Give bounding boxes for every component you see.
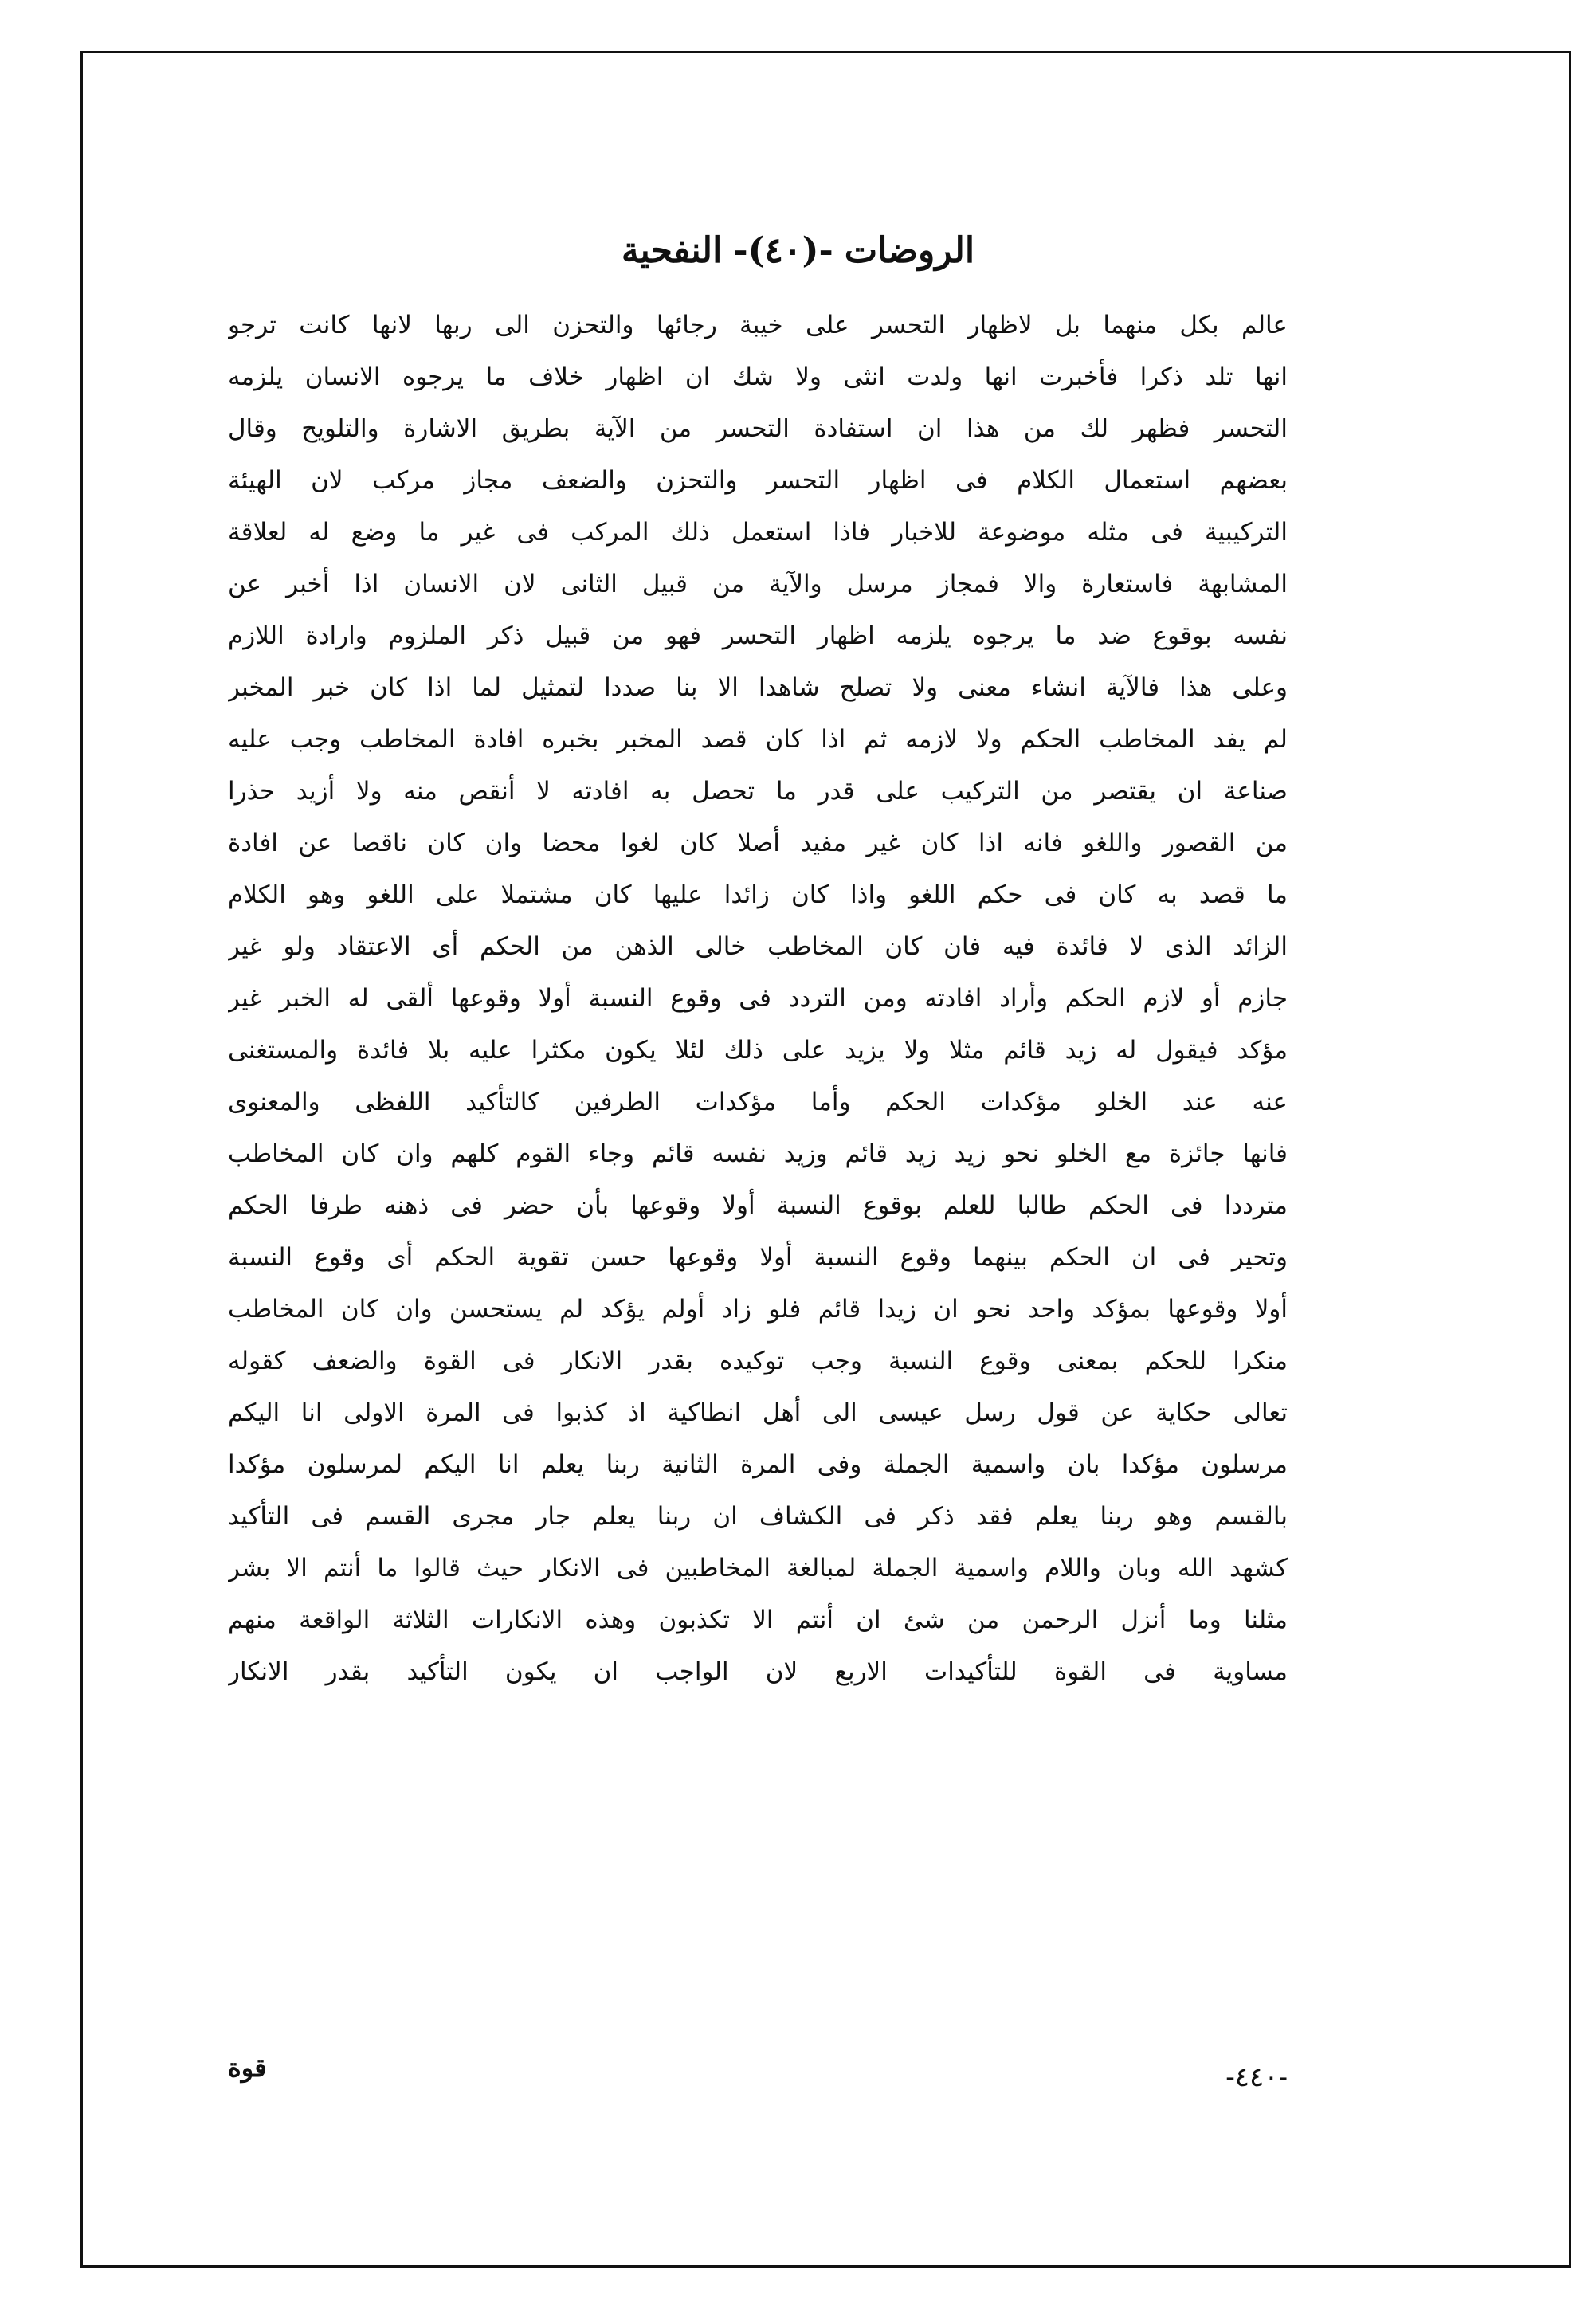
text-line: مترددا فى الحكم طالبا للعلم بوقوع النسبة أولا وقوعها بأن حضر فى ذهنه طرفا الحكم [228, 1191, 1288, 1220]
catchword: قوة [228, 2053, 267, 2083]
text-line: التحسر فظهر لك من هذا ان استفادة التحسر من الآية بطريق الاشارة والتلويح وقال [228, 414, 1288, 443]
text-line: صناعة ان يقتصر من التركيب على قدر ما تحصل به افادته لا أنقص منه ولا أزيد حذرا [228, 777, 1288, 806]
text-line: جازم أو لازم الحكم وأراد افادته ومن التردد فى وقوع النسبة أولا وقوعها ألقى له الخبر غير [228, 984, 1288, 1013]
text-line: مثلنا وما أنزل الرحمن من شئ ان أنتم الا تكذبون وهذه الانكارات الثلاثة الواقعة منهم [228, 1606, 1288, 1634]
header-title-left: النفحية [621, 230, 723, 271]
text-line: لم يفد المخاطب الحكم ولا لازمه ثم اذا كان قصد المخبر بخبره افادة المخاطب وجب عليه [228, 725, 1288, 754]
text-line: نفسه بوقوع ضد ما يرجوه يلزمه اظهار التحسر فهو من قبيل ذكر الملزوم وارادة اللازم [228, 622, 1288, 650]
text-line: من القصور واللغو فانه اذا كان غير مفيد أصلا كان لغوا محضا وان كان ناقصا عن افادة [228, 829, 1288, 857]
text-line: بالقسم وهو ربنا يعلم فقد ذكر فى الكشاف ان ربنا يعلم جار مجرى القسم فى التأكيد [228, 1502, 1288, 1531]
body-text-block [228, 300, 1288, 1698]
text-line: كشهد الله وبان واللام واسمية الجملة لمبالغة المخاطبين فى الانكار حيث قالوا ما أنتم الا بشر [228, 1554, 1288, 1582]
text-line: منكرا للحكم بمعنى وقوع النسبة وجب توكيده بقدر الانكار فى القوة والضعف كقوله [228, 1347, 1288, 1375]
text-line: الزائد الذى لا فائدة فيه فان كان المخاطب خالى الذهن من الحكم أى الاعتقاد ولو غير [228, 932, 1288, 961]
text-line: فانها جائزة مع الخلو نحو زيد زيد قائم وزيد نفسه قائم وجاء القوم كلهم وان كان المخاطب [228, 1139, 1288, 1168]
text-line: عالم بكل منهما بل لاظهار التحسر على خيبة رجائها والتحزن الى ربها لانها كانت ترجو [228, 311, 1288, 339]
text-line: مرسلون مؤكدا بان واسمية الجملة وفى المرة الثانية ربنا يعلم انا اليكم لمرسلون مؤكدا [228, 1450, 1288, 1479]
page-footer [228, 2044, 1288, 2092]
text-line: تعالى حكاية عن قول رسل عيسى الى أهل انطاكية اذ كذبوا فى المرة الاولى انا اليكم [228, 1398, 1288, 1427]
text-line: المشابهة فاستعارة والا فمجاز مرسل والآية من قبيل الثانى لان الانسان اذا أخبر عن [228, 570, 1288, 598]
page-number: -٤٤٠- [1225, 2061, 1288, 2093]
text-line: مساوية فى القوة للتأكيدات الاربع لان الواجب ان يكون التأكيد بقدر الانكار [228, 1657, 1288, 1686]
text-line: انها تلد ذكرا فأخبرت انها ولدت انثى ولا شك ان اظهار خلاف ما يرجوه الانسان يلزمه [228, 363, 1288, 391]
text-line: مؤكد فيقول له زيد قائم مثلا ولا يزيد على ذلك لئلا يكون مكثرا عليه بلا فائدة والمستغنى [228, 1036, 1288, 1065]
text-line: ما قصد به كان فى حكم اللغو واذا كان زائدا عليها كان مشتملا على اللغو وهو الكلام [228, 880, 1288, 909]
text-line: وعلى هذا فالآية انشاء معنى ولا تصلح شاهدا الا بنا صددا لتمثيل لما اذا كان خبر المخبر [228, 673, 1288, 702]
text-line: عنه عند الخلو مؤكدات الحكم وأما مؤكدات الطرفين كالتأكيد اللفظى والمعنوى [228, 1088, 1288, 1116]
header-page-marker: -(٤٠)- [733, 230, 833, 271]
text-line: أولا وقوعها بمؤكد واحد نحو ان زيدا قائم فلو زاد أولم يؤكد لم يستحسن وان كان المخاطب [228, 1295, 1288, 1324]
text-line: التركيبية فى مثله موضوعة للاخبار فاذا استعمل ذلك المركب فى غير ما وضع له لعلاقة [228, 518, 1288, 547]
text-line: بعضهم استعمال الكلام فى اظهار التحسر والتحزن والضعف مجاز مركب لان الهيئة [228, 466, 1288, 495]
text-line: وتحير فى ان الحكم بينهما وقوع النسبة أولا وقوعها حسن تقوية الحكم أى وقوع النسبة [228, 1243, 1288, 1272]
header-title-right: الروضات [844, 230, 975, 271]
running-header [0, 219, 1596, 283]
